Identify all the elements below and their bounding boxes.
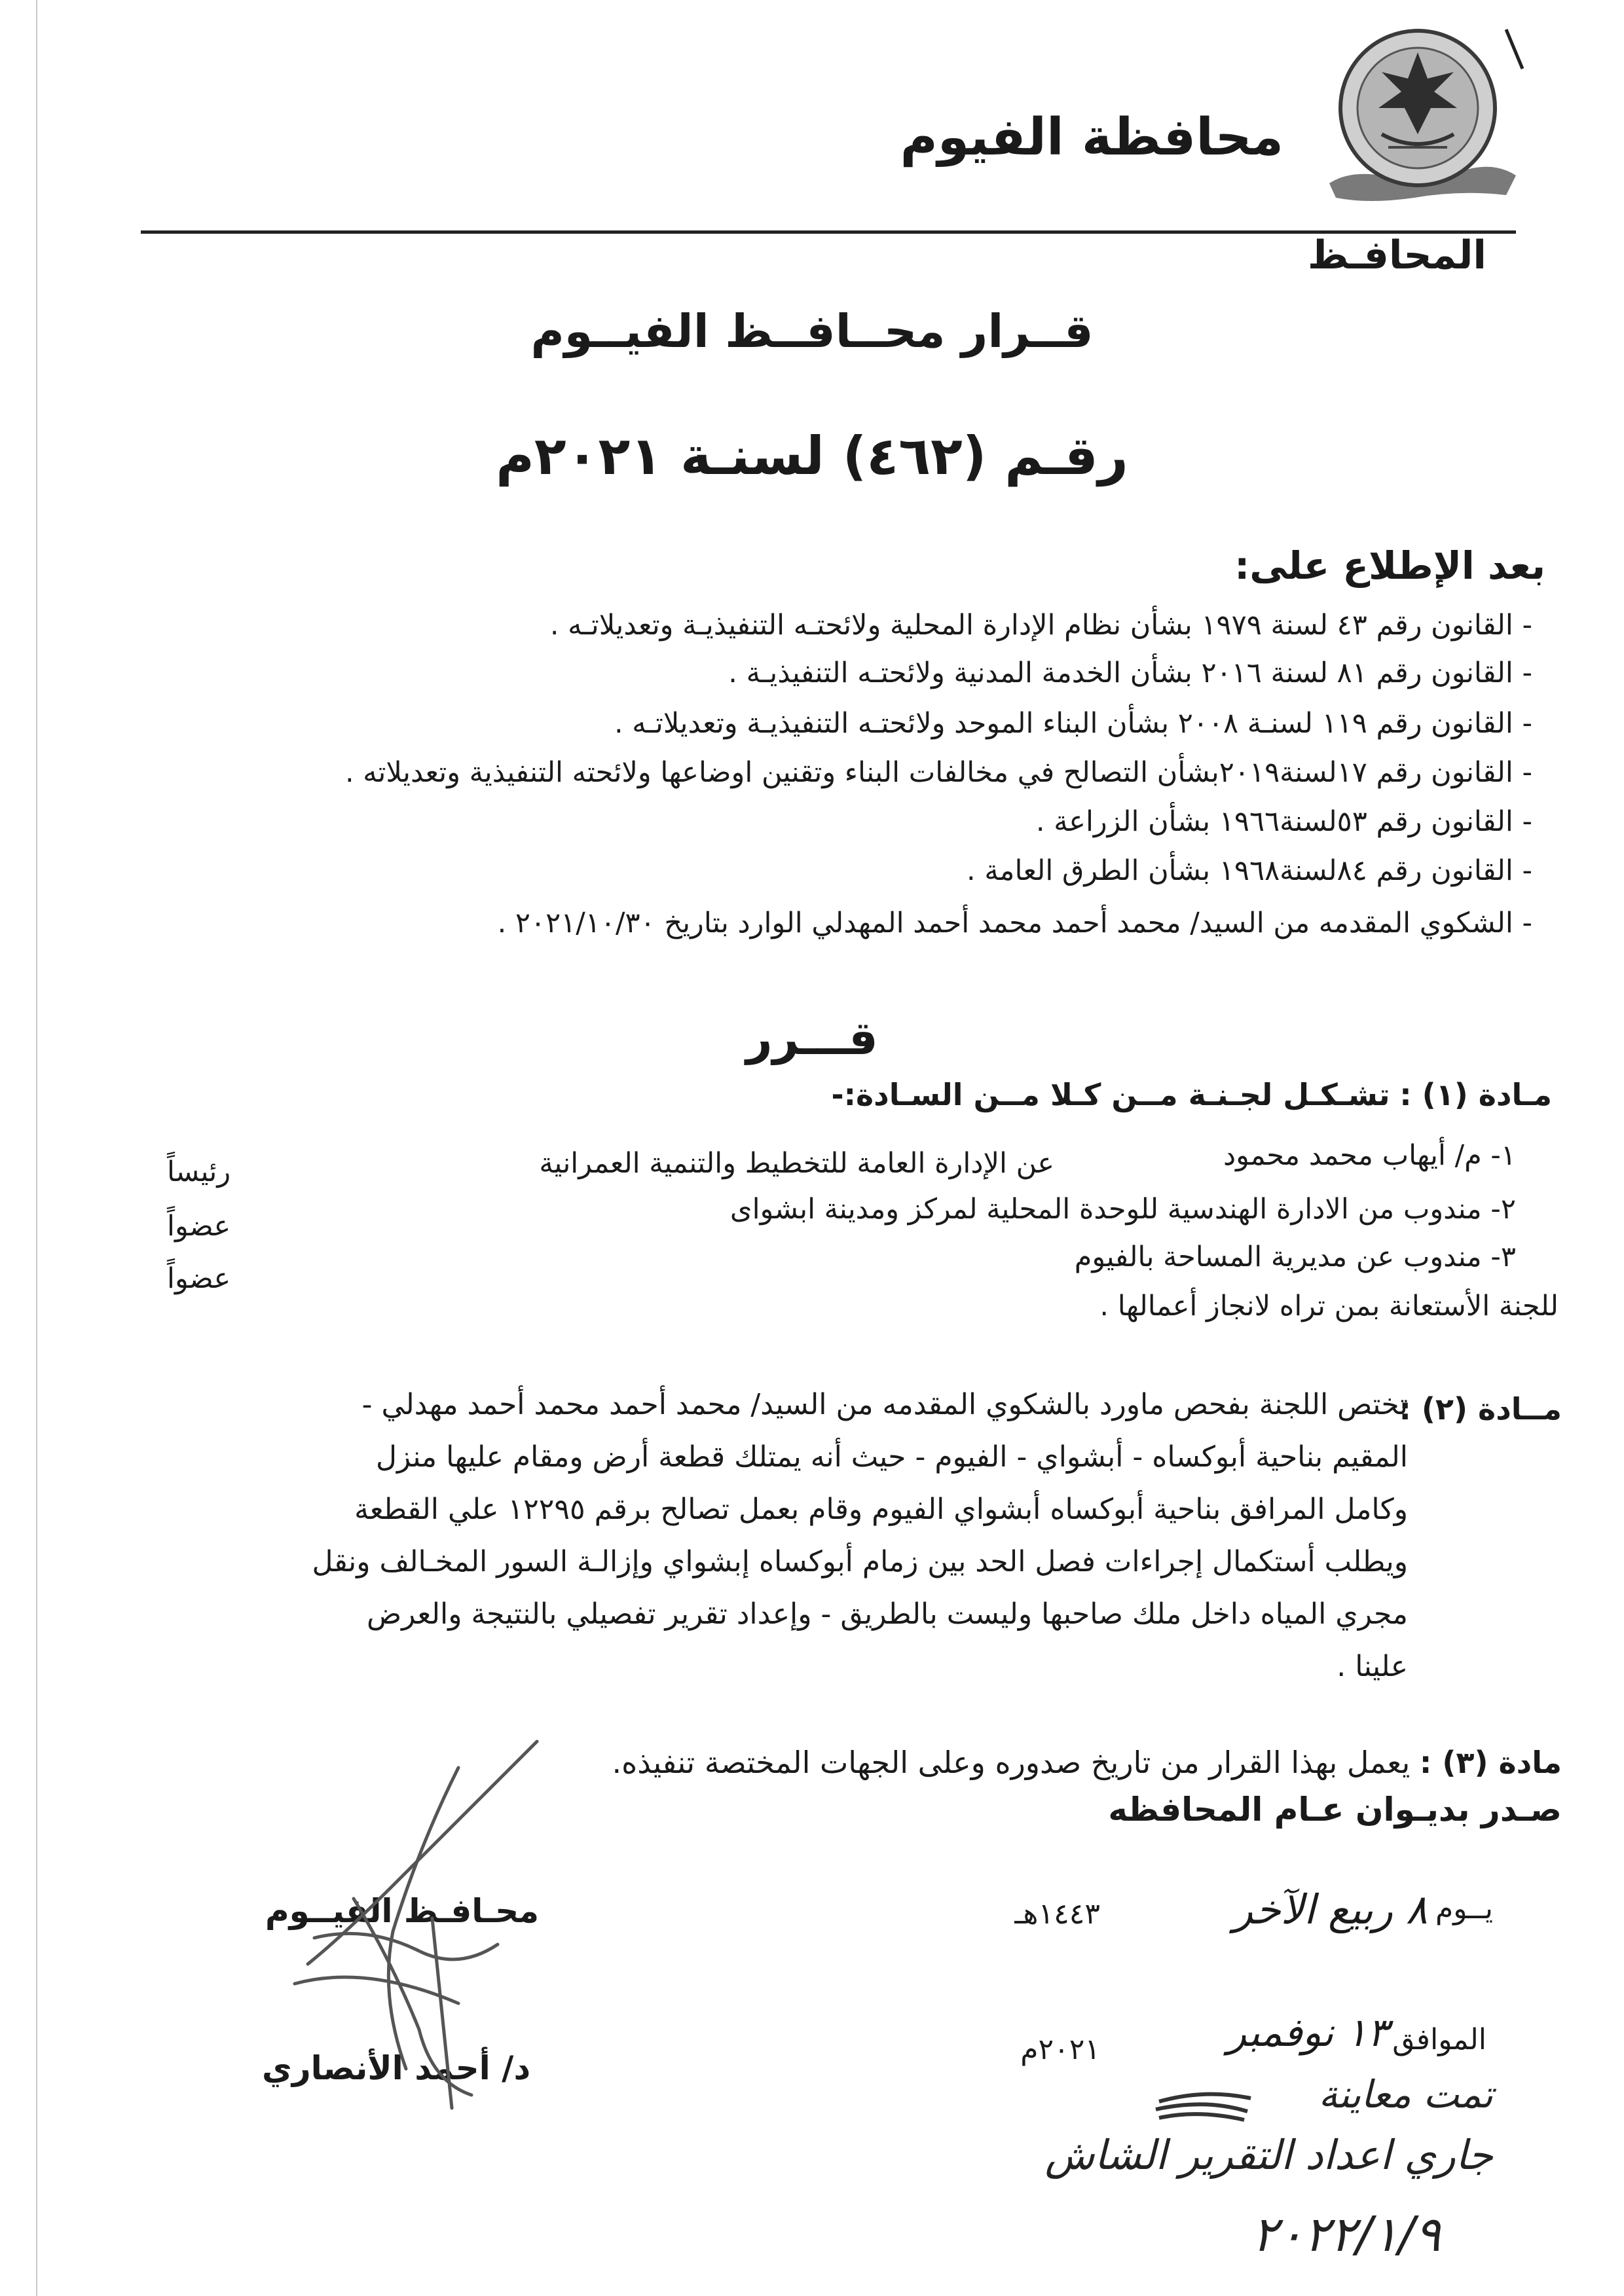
article-2-line: ويطلب أستكمال إجراءات فصل الحد بين زمام أبوكساه إبشواي وإزالـة السور المخـالف ونقل bbox=[312, 1545, 1408, 1578]
member-3-role: عضواً bbox=[167, 1262, 231, 1295]
article-2-line: المقيم بناحية أبوكساه - أبشواي - الفيوم - حيث أنه يمتلك قطعة أرض ومقام عليها منزل bbox=[376, 1440, 1408, 1474]
article-3-text: يعمل بهذا القرار من تاريخ صدوره وعلى الجهات المختصة تنفيذه. bbox=[612, 1745, 1411, 1780]
article-2-line: علينا . bbox=[1337, 1650, 1408, 1683]
member-3-name: ٣- مندوب عن مديرية المساحة بالفيوم bbox=[1074, 1241, 1516, 1273]
greg-date-handwritten: ١٣ نوفمبر bbox=[1227, 2010, 1388, 2056]
article-1-text: تشـكـل لجـنـة مــن كـلا مــن السـادة:- bbox=[831, 1077, 1390, 1112]
article-2-label-text: مــادة (٢) : bbox=[1399, 1391, 1562, 1427]
handwritten-note-date: ٢٠٢٢/١/٩ bbox=[1251, 2206, 1441, 2263]
article-3-label: مادة (٣) : bbox=[1419, 1745, 1562, 1780]
hijri-date-handwritten: ٨ ربيع الآخر bbox=[1233, 1886, 1428, 1933]
preamble-item: - القانون رقم ٨١ لسنة ٢٠١٦ بشأن الخدمة المدنية ولائحتـه التنفيذيـة . bbox=[728, 657, 1532, 689]
member-2-name: ٢- مندوب من الادارة الهندسية للوحدة المحلية لمركز ومدينة ابشواى bbox=[729, 1193, 1516, 1226]
handwritten-note-2: جاري اعداد التقرير الشاش bbox=[1044, 2131, 1493, 2179]
greg-year: ٢٠٢١م bbox=[1020, 2033, 1100, 2066]
handwritten-note-1: تمت معاينة bbox=[1318, 2072, 1493, 2117]
decree-title: قــرار محــافــظ الفيــوم bbox=[530, 304, 1094, 358]
member-2-role: عضواً bbox=[167, 1210, 231, 1243]
preamble-item: - القانون رقم ٥٣لسنة١٩٦٦ بشأن الزراعة . bbox=[1035, 805, 1532, 838]
member-1-name: ١- م/ أيهاب محمد محمود bbox=[1223, 1139, 1516, 1172]
day-label: يــوم bbox=[1435, 1892, 1493, 1925]
preamble-item: - القانون رقم ١٧لسنة٢٠١٩بشأن التصالح في مخالفات البناء وتقنين اوضاعها ولائحته التنفيذية وتعديلاته . bbox=[344, 756, 1532, 789]
preamble-item: - الشكوي المقدمه من السيد/ محمد أحمد محمد أحمد المهدلي الوارد بتاريخ ٢٠٢١/١٠/٣٠ . bbox=[497, 907, 1532, 939]
preamble-item: - القانون رقم ٤٣ لسنة ١٩٧٩ بشأن نظام الإدارة المحلية ولائحتـه التنفيذيـة وتعديلاتـه . bbox=[549, 609, 1532, 642]
decree-number: رقـم (٤٦٢) لسنـة ٢٠٢١م bbox=[496, 426, 1128, 486]
office-label: المحافـظ bbox=[1307, 232, 1486, 278]
issued-at-line: صـدر بديـوان عـام المحافظه bbox=[1108, 1791, 1562, 1829]
article-2-line: تختص اللجنة بفحص ماورد بالشكوي المقدمه من السيد/ محمد أحمد محمد أحمد مهدلي - bbox=[361, 1388, 1408, 1421]
article-1-label: مـادة (١) : bbox=[1399, 1077, 1552, 1112]
article-2-line: وكامل المرافق بناحية أبوكساه أبشواي الفيوم وقام بعمل تصالح برقم ١٢٢٩٥ علي القطعة bbox=[354, 1493, 1408, 1526]
article-1-note: للجنة الأستعانة بمن تراه لانجاز أعمالها . bbox=[1099, 1290, 1559, 1322]
member-1-entity: عن الإدارة العامة للتخطيط والتنمية العمرانية bbox=[539, 1147, 1054, 1180]
decided-heading: قـــرر bbox=[746, 1011, 878, 1065]
signatory-name: د/ أحمد الأنصاري bbox=[262, 2049, 531, 2087]
hijri-year: ١٤٤٣هـ bbox=[1014, 1897, 1100, 1931]
governorate-name: محافظة الفيوم bbox=[900, 108, 1283, 167]
preamble-heading: بعد الإطلاع على: bbox=[1234, 543, 1545, 588]
preamble-item: - القانون رقم ١١٩ لسنـة ٢٠٠٨ بشأن البناء الموحد ولائحتـه التنفيذيـة وتعديلاتـه . bbox=[614, 707, 1532, 740]
member-1-role: رئيساً bbox=[167, 1156, 231, 1188]
article-2-line: مجري المياه داخل ملك صاحبها وليست بالطريق - وإعداد تقرير تفصيلي بالنتيجة والعرض bbox=[366, 1597, 1408, 1631]
greg-label: الموافق bbox=[1392, 2023, 1486, 2056]
preamble-item: - القانون رقم ٨٤لسنة١٩٦٨ بشأن الطرق العامة . bbox=[967, 854, 1532, 887]
signatory-title: محـافـظ الفيــوم bbox=[265, 1892, 540, 1930]
